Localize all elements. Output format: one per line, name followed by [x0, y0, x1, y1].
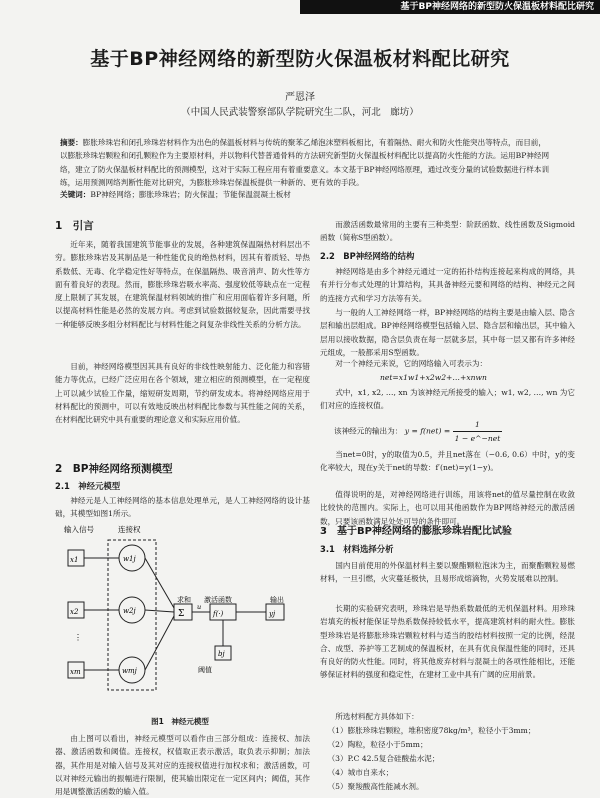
net-u: u [197, 603, 202, 611]
sigmoid-lhs: y = f(net) = [404, 426, 451, 436]
materials-list-item: （1）膨胀珍珠岩颗粒，堆积密度78kg/m³，粒径小于3mm； [327, 726, 536, 735]
line-w2-sum [145, 610, 174, 612]
materials-list-item: （2）陶粒，粒径小于5mm； [327, 740, 428, 749]
output-yj: yj [269, 610, 276, 618]
line-w1-sum [145, 558, 174, 608]
abstract-label: 摘要： [60, 138, 83, 147]
running-header: 基于BP神经网络的新型防火保温板材料配比研究 [300, 0, 600, 14]
activation-f: f(·) [213, 610, 224, 618]
abstract-text: 膨胀珍珠岩和闭孔珍珠岩材料作为出色的保温板材料与传统的聚苯乙烯泡沫塑料板相比，有着隔热、耐火和防火性能突出等特点，而目前，以膨胀珍珠岩颗粒和闭孔颗粒作为主要原材料，并以物料代替普通骨料的方法研究新型防火保温板材料配比以提高防火性能的方法。运用BP神经网络，建立了防火保温板材料配比的预测模型，这对于实际工程应用有着重要意义。本文基于BP神经网络原理，通过改变分量的试验数据进行样本训练，运用预测网络判断性能对比研究，为膨胀珍珠岩保温板提供一种新的、更有效的手段。 [60, 138, 550, 187]
sec31-paragraph-2: 长期的实验研究表明，珍珠岩是导热系数最低的无机保温材料。用珍珠岩填充的板材能保证导热系数保持较低水平，提高建筑材料的耐火性。膨胀型珍珠岩是将膨胀珍珠岩颗粒材料与适当的胶结材料按照一定的比例，经混合、成型、养护等工艺制成的保温板材，在具有优良保温性能的同时，还具有良好的防火性能。同时，将其他废弃材料与混凝土的各项性能相比，还能够保证材料的强度和稳定性，在建材工业中具有广阔的应用前景。 [320, 604, 575, 680]
input-xm: xm [70, 668, 81, 676]
abstract [60, 136, 550, 189]
sec2-paragraph-1: 神经元是人工神经网络的基本信息处理单元，是人工神经网络的设计基础，其模型如图1所示。 [55, 496, 310, 519]
equation-sigmoid [334, 418, 502, 445]
section-1-heading: 1 引言 [55, 220, 94, 232]
fig-label-threshold: 阈值 [198, 666, 212, 674]
activation-types-paragraph: 而激活函数最常用的主要有三种类型：阶跃函数、线性函数及Sigmoid函数（简称S型函数）。 [320, 220, 575, 243]
fig-label-sum: 求和 [177, 596, 191, 604]
sigmoid-numerator: 1 [453, 418, 503, 432]
fig-label-input: 输入信号 [64, 525, 94, 534]
affiliation: （中国人民武装警察部队学院研究生二队，河北 廊坊） [181, 107, 419, 118]
sec22-paragraph-2: 与一般的人工神经网络一样，BP神经网络的结构主要是由输入层、隐含层和输出层组成。BP神经网络模型包括输入层、隐含层和输出层，其中输入层用以接收数据，隐含层负责在每一层就多层，其中每一层又都有许多神经元组成，一般都采用S型函数。 [320, 308, 575, 357]
neuron-model-figure [60, 522, 300, 712]
weight-w2: w2j [123, 607, 136, 615]
input-x1: x1 [70, 556, 79, 564]
paper-title: 基于BP神经网络的新型防火保温板材料配比研究 [90, 48, 510, 70]
threshold-b: bj [218, 650, 225, 658]
fig-label-activation: 激活函数 [204, 596, 232, 604]
sigmoid-denominator: 1 − e^−net [454, 434, 501, 443]
sec22-paragraph-5: 当net=0时，y的取值为0.5，并且net落在（−0.6, 0.6）中时，y的变化率较大，现在y关于net的导数：f′(net)=y(1−y)。 [320, 450, 575, 473]
subsection-3-1-heading: 3.1 材料选择分析 [320, 544, 394, 554]
section-2-heading: 2 BP神经网络预测模型 [55, 463, 173, 475]
section-3-heading: 3 基于BP神经网络的膨胀珍珠岩配比试验 [320, 526, 512, 537]
sec31-paragraph-3: 所选材料配方具体如下： [335, 712, 419, 721]
weight-wm: wmj [122, 667, 137, 675]
sec2-paragraph-2: 由上图可以看出，神经元模型可以看作由三部分组成：连接权、加法器、激活函数和阈值。连接权，权值取正表示激活，取负表示抑制；加法器，其作用是对输入信号及其对应的连接权值进行加权求和；激活函数，可以对神经元输出的振幅进行限制，使其输出限定在一定区间内；阈值，其作用是调整激活函数的输入值。 [55, 734, 310, 797]
sec22-paragraph-1: 神经网络是由多个神经元通过一定的拓扑结构连接起来构成的网络，具有并行分布式处理的计算结构，其具备神经元要和网络的结构、神经元之间的连接方式和学习方法等有关。 [320, 267, 575, 303]
weight-w1: w1j [123, 555, 136, 563]
materials-list [320, 724, 575, 795]
input-x2: x2 [70, 608, 79, 616]
materials-list-item: （5）聚羧酸高性能减水剂。 [327, 782, 424, 791]
fig-label-weights: 连接权 [118, 525, 141, 534]
line-wm-sum [145, 616, 174, 670]
keywords-text: BP神经网络；膨胀珍珠岩；防火保温；节能保温混凝土板材 [90, 190, 291, 199]
figure-caption: 图1 神经元模型 [151, 717, 209, 726]
subsection-2-2-heading: 2.2 BP神经网络的结构 [320, 251, 415, 261]
sec22-paragraph-4: 式中，x1, x2, …, xn 为该神经元所接受的输入；w1, w2, …, wn 为它们对应的连接权值。 [320, 388, 575, 411]
sec31-paragraph-1: 国内目前使用的外保温材料主要以聚酯颗粒泡沫为主，而聚酯颗粒易燃材料，一旦引燃，火灾蔓延极快，且易形成熔滴物，火势发展难以控制。 [320, 561, 575, 584]
sec22-paragraph-3: 对一个神经元来说，它的网络输入可表示为： [335, 359, 488, 368]
sec1-paragraph-1: 近年来，随着我国建筑节能事业的发展，各种建筑保温隔热材料层出不穷。膨胀珍珠岩及其制品是一种性能优良的绝热材料，因其有着质轻、导热系数低、无毒、化学稳定性好等特点，在保温隔热、吸音消声、防火性等方面有着良好的表现。然而，膨胀珍珠岩吸水率高、强度较低等缺点在一定程度上限制了其发展，在建筑保温材料领域的推广和应用面临着许多问题，所以提高材料性能是必然的发展方向。考虑到试验数据较复杂，因此需要寻找一种能够反映多组分材料配比与材料性能之间复杂非线性关系的分析方法。 [55, 240, 310, 329]
sigmoid-pretext: 该神经元的输出为： [334, 426, 403, 436]
fig-label-output: 输出 [270, 596, 284, 604]
equation-net: net=x1w1+x2w2+…+xnwn [380, 373, 487, 382]
materials-list-item: （3）P.C 42.5复合硅酸盐水泥； [327, 754, 440, 763]
subsection-2-1-heading: 2.1 神经元模型 [55, 481, 121, 491]
sec1-paragraph-2: 目前，神经网络模型因其具有良好的非线性映射能力、泛化能力和容错能力等优点，已经广泛应用在各个领域，建立相应的预测模型，在一定程度上可以减少试验工作量，缩短研发周期，节约研发成本。将神经网络应用于材料配比的预测中，可以有效地反映出材料配比参数与其性能之间的关系，在材料配比研究中具有重要的理论意义和实际应用价值。 [55, 362, 310, 425]
author: 严恩泽 [285, 92, 315, 103]
keywords [60, 189, 550, 201]
sec22-paragraph-6: 值得说明的是，对神经网络进行训练，用该将net的值尽量控制在收敛比较快的范围内。实际上，也可以用其他函数作为BP网络神经元的激活函数，只要该函数满足处处可导的条件即可。 [320, 490, 575, 526]
materials-list-item: （4）城市自来水； [327, 768, 394, 777]
keywords-label: 关键词： [60, 190, 91, 199]
input-ellipsis: ⋮ [74, 633, 82, 642]
sigmoid-fraction [453, 418, 503, 445]
sum-sigma: Σ [178, 609, 185, 619]
